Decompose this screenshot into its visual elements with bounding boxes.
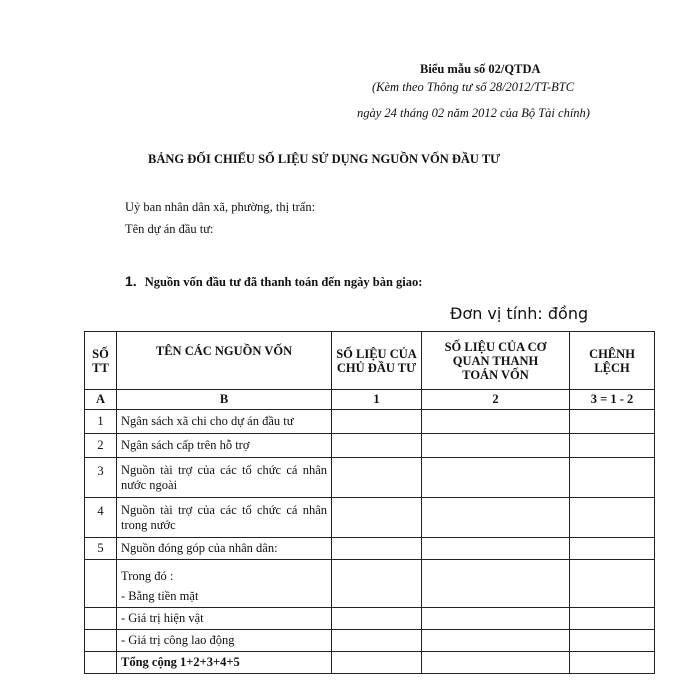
owner-total-cell[interactable] <box>332 652 422 674</box>
document-title: BẢNG ĐỐI CHIẾU SỐ LIỆU SỬ DỤNG NGUỒN VỐN ĐẦU TƯ <box>148 152 501 166</box>
index-cell: 2 <box>422 390 570 410</box>
row-source-name: Ngân sách xã chi cho dự án đầu tư <box>117 410 332 434</box>
table-row <box>85 498 655 538</box>
index-cell: 3 = 1 - 2 <box>570 390 655 410</box>
unit-label: Đơn vị tính: đồng <box>450 304 589 323</box>
row-source-name: Nguồn đóng góp của nhân dân: <box>117 538 332 560</box>
owner-value-cell[interactable] <box>332 498 422 538</box>
circular-reference-line-2: ngày 24 tháng 02 năm 2012 của Bộ Tài chính) <box>357 106 590 120</box>
row-stt: 4 <box>85 498 117 538</box>
header-source-name: TÊN CÁC NGUỒN VỐN <box>117 332 332 390</box>
section-1-heading <box>125 273 422 290</box>
agency-value-cell[interactable] <box>422 538 570 560</box>
index-cell: B <box>117 390 332 410</box>
funding-sources-table <box>84 331 655 674</box>
table-row <box>85 458 655 498</box>
row-stt: 1 <box>85 410 117 434</box>
difference-total-cell[interactable] <box>570 652 655 674</box>
owner-value-cell[interactable] <box>332 608 422 630</box>
section-1-title: Nguồn vốn đầu tư đã thanh toán đến ngày bàn giao: <box>144 275 423 289</box>
table-total-row <box>85 652 655 674</box>
difference-value-cell[interactable] <box>570 538 655 560</box>
difference-value-cell[interactable] <box>570 560 655 608</box>
owner-value-cell[interactable] <box>332 410 422 434</box>
difference-value-cell[interactable] <box>570 608 655 630</box>
row-source-name: Ngân sách cấp trên hỗ trợ <box>117 434 332 458</box>
row-stt: 2 <box>85 434 117 458</box>
row-stt <box>85 560 117 608</box>
row-source-name: Nguồn tài trợ của các tổ chức cá nhân nước ngoài <box>117 458 332 498</box>
header-difference: CHÊNH LỆCH <box>570 332 655 390</box>
breakdown-cell <box>117 560 332 608</box>
project-name-field-label: Tên dự án đầu tư: <box>125 222 214 236</box>
owner-value-cell[interactable] <box>332 434 422 458</box>
row-stt <box>85 630 117 652</box>
table-row <box>85 560 655 608</box>
section-1-number: 1. <box>125 273 137 289</box>
breakdown-labor: - Giá trị công lao động <box>117 630 332 652</box>
breakdown-label: Trong đó : <box>121 569 174 583</box>
agency-value-cell[interactable] <box>422 434 570 458</box>
header-agency-figures: SỐ LIỆU CỦA CƠ QUAN THANH TOÁN VỐN <box>422 332 570 390</box>
agency-value-cell[interactable] <box>422 458 570 498</box>
agency-value-cell[interactable] <box>422 498 570 538</box>
difference-value-cell[interactable] <box>570 410 655 434</box>
agency-value-cell[interactable] <box>422 560 570 608</box>
breakdown-in-kind: - Giá trị hiện vật <box>117 608 332 630</box>
row-stt <box>85 652 117 674</box>
table-row <box>85 538 655 560</box>
difference-value-cell[interactable] <box>570 498 655 538</box>
owner-value-cell[interactable] <box>332 538 422 560</box>
difference-value-cell[interactable] <box>570 630 655 652</box>
row-source-name: Nguồn tài trợ của các tổ chức cá nhân trong nước <box>117 498 332 538</box>
form-number: Biểu mẫu số 02/QTDA <box>420 62 541 76</box>
owner-value-cell[interactable] <box>332 630 422 652</box>
agency-value-cell[interactable] <box>422 608 570 630</box>
table-row <box>85 434 655 458</box>
row-stt <box>85 608 117 630</box>
row-stt: 5 <box>85 538 117 560</box>
table-header-row <box>85 332 655 390</box>
commune-field-label: Uỷ ban nhân dân xã, phường, thị trấn: <box>125 200 316 214</box>
agency-value-cell[interactable] <box>422 410 570 434</box>
table-row <box>85 608 655 630</box>
table-row <box>85 410 655 434</box>
index-cell: 1 <box>332 390 422 410</box>
agency-value-cell[interactable] <box>422 630 570 652</box>
header-owner-figures: SỐ LIỆU CỦA CHỦ ĐẦU TƯ <box>332 332 422 390</box>
owner-value-cell[interactable] <box>332 458 422 498</box>
header-stt: SỐ TT <box>85 332 117 390</box>
total-label: Tổng cộng 1+2+3+4+5 <box>117 652 332 674</box>
owner-value-cell[interactable] <box>332 560 422 608</box>
breakdown-cash: - Bằng tiền mặt <box>121 589 199 603</box>
index-cell: A <box>85 390 117 410</box>
table-row <box>85 630 655 652</box>
difference-value-cell[interactable] <box>570 434 655 458</box>
difference-value-cell[interactable] <box>570 458 655 498</box>
table-index-row <box>85 390 655 410</box>
agency-total-cell[interactable] <box>422 652 570 674</box>
row-stt: 3 <box>85 458 117 498</box>
circular-reference-line-1: (Kèm theo Thông tư số 28/2012/TT-BTC <box>372 80 575 94</box>
